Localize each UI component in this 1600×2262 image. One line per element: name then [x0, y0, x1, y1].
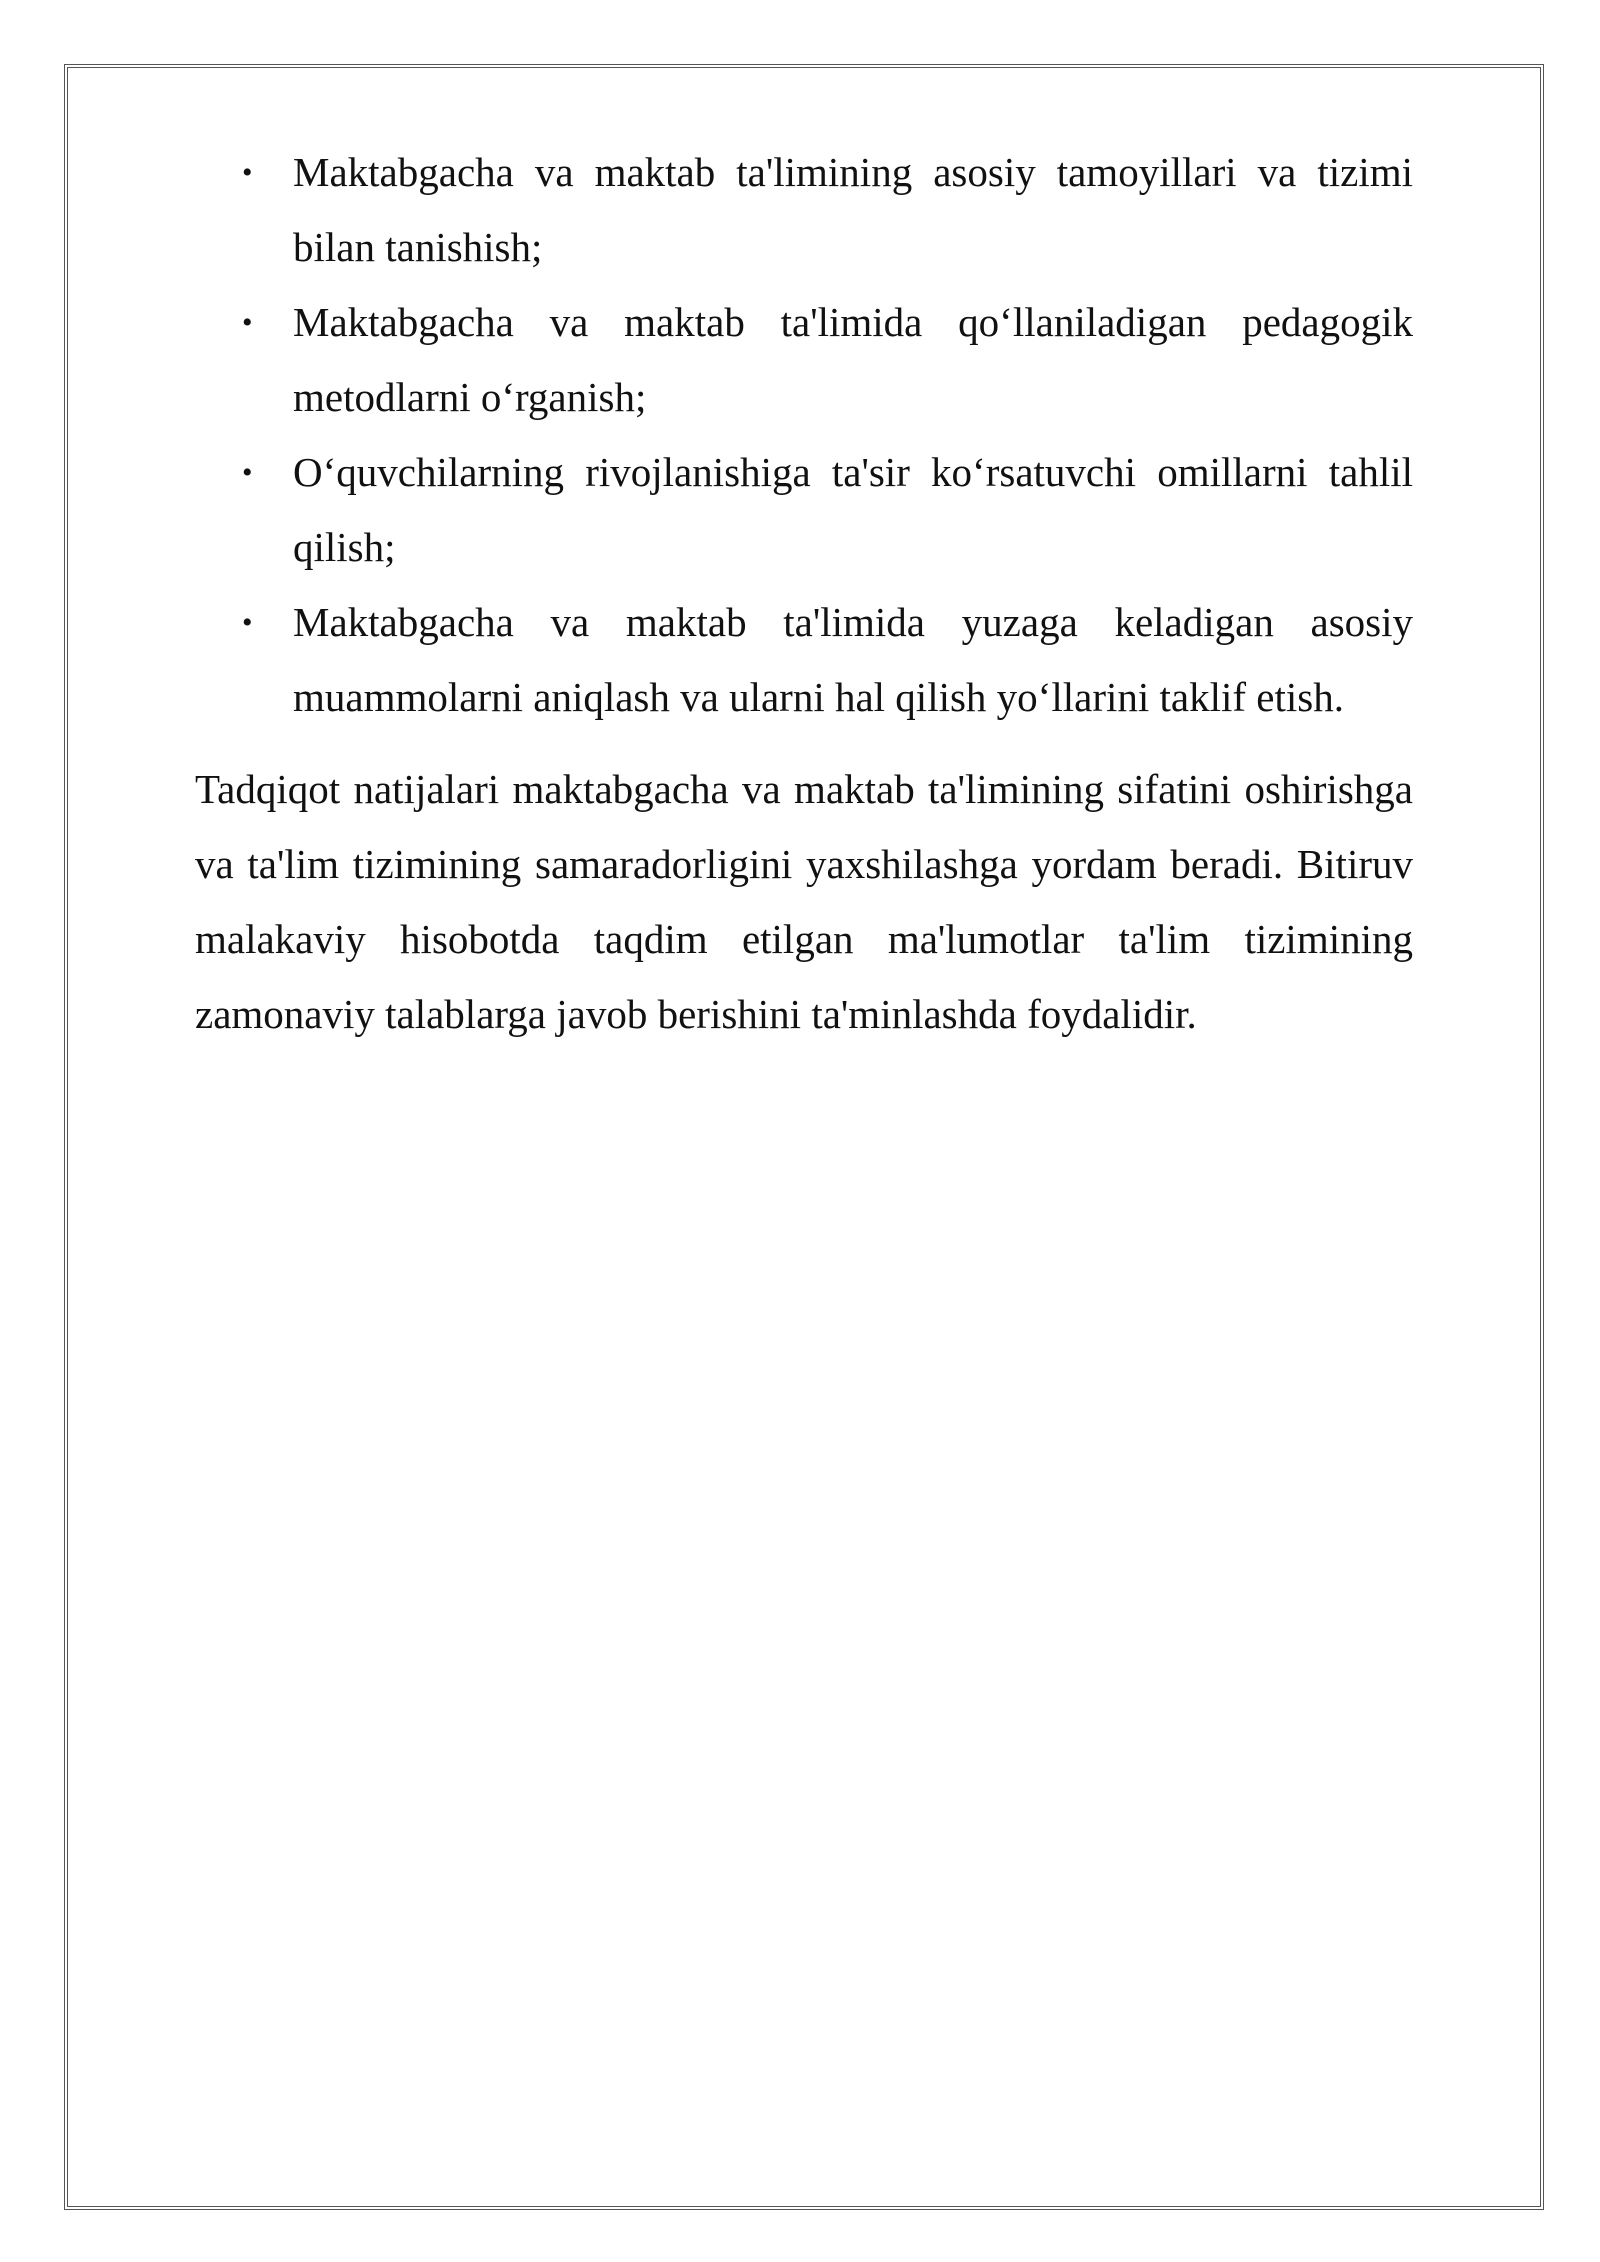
bullet-icon: • [242, 456, 253, 489]
objective-item [195, 585, 1413, 735]
objective-item [195, 435, 1413, 585]
objectives-list [195, 135, 1413, 735]
summary-paragraph: Tadqiqot natijalari maktabgacha va maktab ta'limining sifatini oshirishga va ta'lim tizimining samaradorligini yaxshilashga yordam beradi. Bitiruv malakaviy hisobotda taqdim etilgan ma'lumotlar ta'lim tizimining zamonaviy talablarga javob berishini ta'minlashda foydalidir. [195, 766, 1413, 1037]
objective-item [195, 285, 1413, 435]
objective-text: Maktabgacha va maktab ta'limining asosiy tamoyillari va tizimi bilan tanishish; [293, 149, 1413, 270]
objective-text: Maktabgacha va maktab ta'limida qo‘llaniladigan pedagogik metodlarni o‘rganish; [293, 299, 1413, 420]
bullet-icon: • [242, 156, 253, 189]
objective-text: O‘quvchilarning rivojlanishiga ta'sir ko‘rsatuvchi omillarni tahlil qilish; [293, 449, 1413, 570]
objective-item [195, 135, 1413, 285]
bullet-icon: • [242, 306, 253, 339]
page-content [195, 135, 1413, 1052]
objective-text: Maktabgacha va maktab ta'limida yuzaga keladigan asosiy muammolarni aniqlash va ularni hal qilish yo‘llarini taklif etish. [293, 599, 1413, 720]
bullet-icon: • [242, 606, 253, 639]
